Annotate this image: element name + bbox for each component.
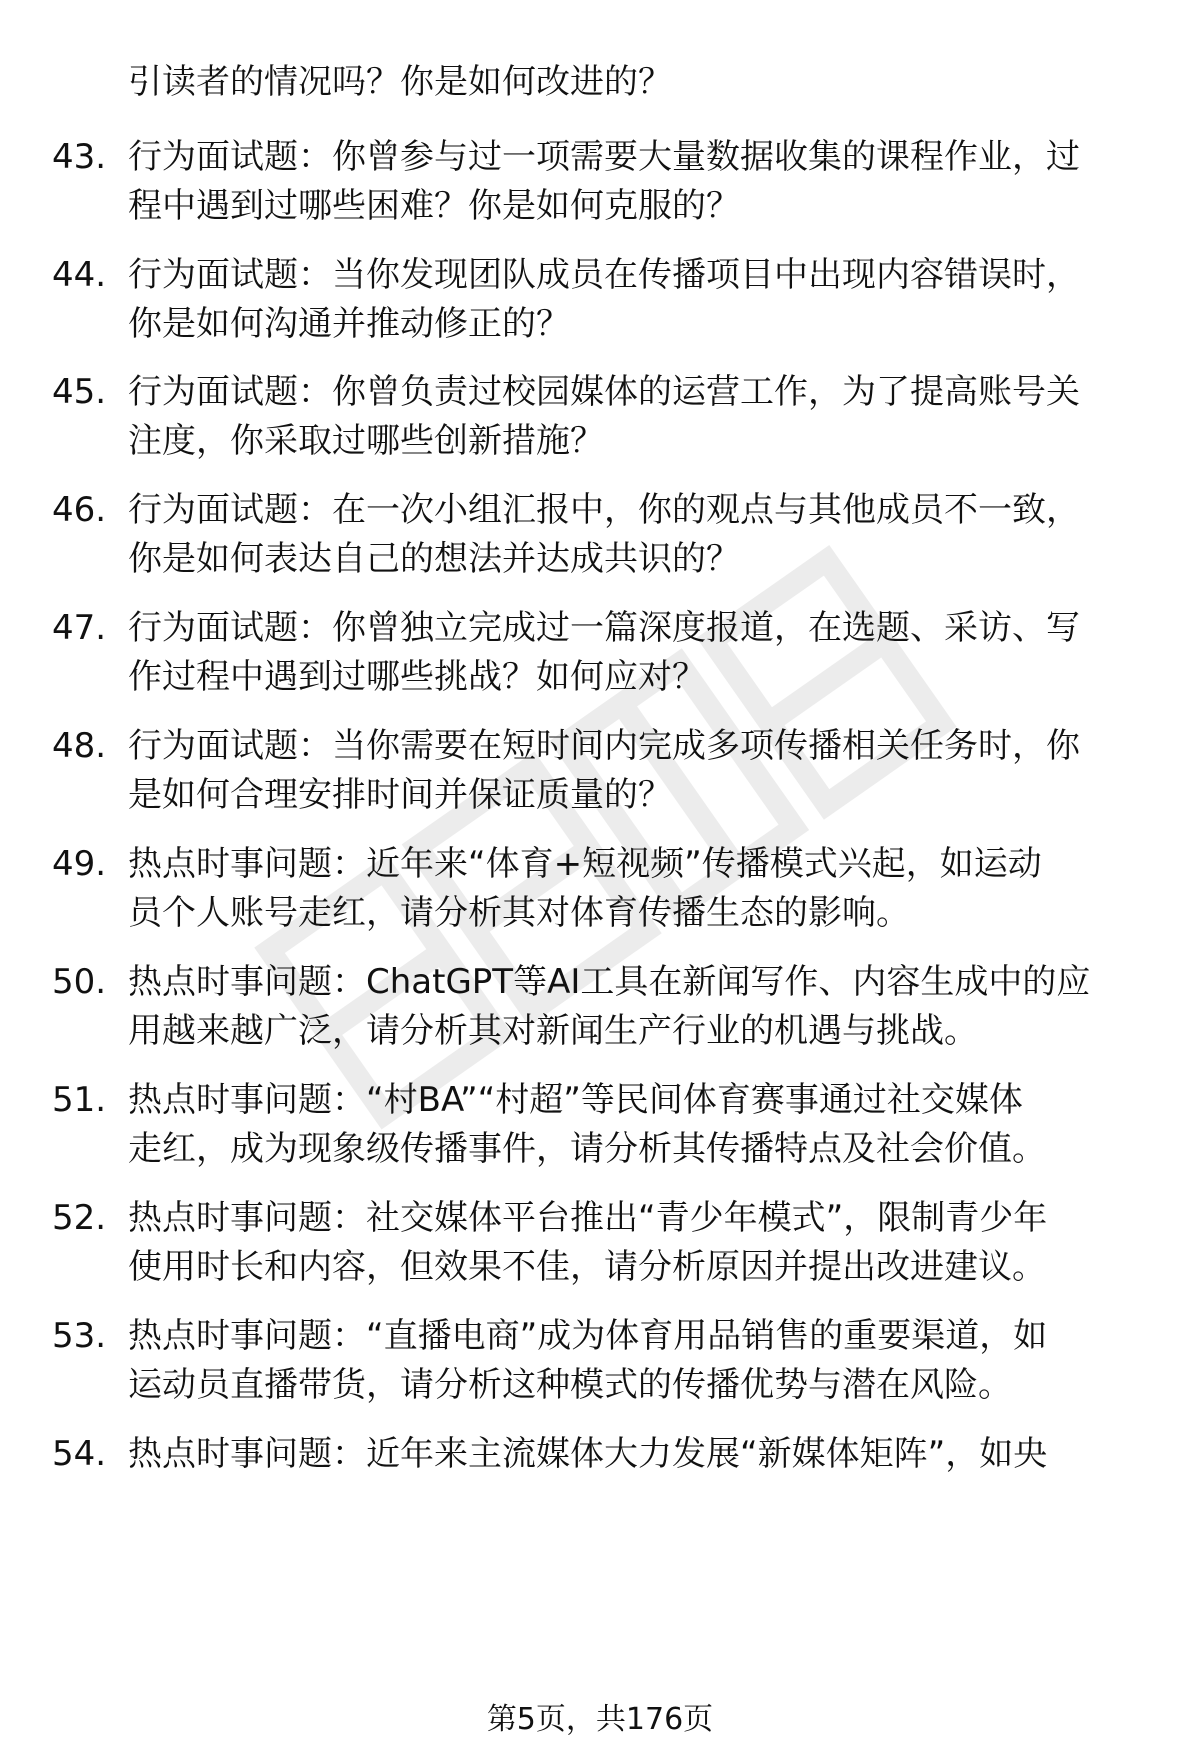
- question-item: [52, 486, 1152, 584]
- question-number: 52.: [52, 1198, 107, 1238]
- question-text-line: 引读者的情况吗？你是如何改进的？: [128, 62, 672, 102]
- question-number: 46.: [52, 490, 107, 530]
- question-text: [128, 1430, 1152, 1479]
- question-text-line: 是如何合理安排时间并保证质量的？: [128, 775, 672, 815]
- question-item: [52, 1076, 1152, 1174]
- question-text: [128, 1076, 1152, 1174]
- question-number: 53.: [52, 1316, 107, 1356]
- question-text: [128, 58, 1152, 107]
- question-text: [128, 958, 1152, 1056]
- question-text-line: 作过程中遇到过哪些挑战？如何应对？: [128, 657, 706, 697]
- question-text-line: 热点时事问题：“直播电商”成为体育用品销售的重要渠道，如: [128, 1316, 1048, 1356]
- question-text: [128, 722, 1152, 820]
- question-item: [52, 133, 1152, 231]
- question-text: [128, 1312, 1152, 1410]
- question-item: [52, 58, 1152, 107]
- page-footer: 第5页，共176页: [486, 1702, 714, 1737]
- question-text: [128, 604, 1152, 702]
- question-text-line: 员个人账号走红，请分析其对体育传播生态的影响。: [128, 893, 910, 933]
- question-number: 50.: [52, 962, 107, 1002]
- question-item: [52, 840, 1152, 938]
- question-text-line: 用越来越广泛，请分析其对新闻生产行业的机遇与挑战。: [128, 1011, 978, 1051]
- question-number: 44.: [52, 255, 107, 295]
- question-item: [52, 251, 1152, 349]
- question-text: [128, 840, 1152, 938]
- question-text-line: 运动员直播带货，请分析这种模式的传播优势与潜在风险。: [128, 1365, 1012, 1405]
- question-text-line: 行为面试题：你曾独立完成过一篇深度报道，在选题、采访、写: [128, 608, 1080, 648]
- question-text-line: 行为面试题：当你需要在短时间内完成多项传播相关任务时，你: [128, 726, 1080, 766]
- question-number: 54.: [52, 1434, 107, 1474]
- question-text-line: 热点时事问题：ChatGPT等AI工具在新闻写作、内容生成中的应: [128, 962, 1091, 1002]
- question-text-line: 行为面试题：当你发现团队成员在传播项目中出现内容错误时，: [128, 255, 1080, 295]
- question-number: 49.: [52, 844, 107, 884]
- question-text: [128, 133, 1152, 231]
- question-text-line: 热点时事问题：“村BA”“村超”等民间体育赛事通过社交媒体: [128, 1080, 1023, 1120]
- question-item: [52, 604, 1152, 702]
- question-text: [128, 368, 1152, 466]
- question-text: [128, 486, 1152, 584]
- question-text: [128, 1194, 1152, 1292]
- question-text-line: 行为面试题：你曾参与过一项需要大量数据收集的课程作业，过: [128, 137, 1080, 177]
- question-item: [52, 1312, 1152, 1410]
- question-number: 47.: [52, 608, 107, 648]
- question-text-line: 你是如何表达自己的想法并达成共识的？: [128, 539, 740, 579]
- question-item: [52, 1194, 1152, 1292]
- question-item: [52, 368, 1152, 466]
- question-item: [52, 1430, 1152, 1479]
- question-text-line: 走红，成为现象级传播事件，请分析其传播特点及社会价值。: [128, 1129, 1046, 1169]
- question-text-line: 注度，你采取过哪些创新措施？: [128, 421, 604, 461]
- question-text-line: 热点时事问题：近年来主流媒体大力发展“新媒体矩阵”，如央: [128, 1434, 1048, 1474]
- question-text-line: 程中遇到过哪些困难？你是如何克服的？: [128, 186, 740, 226]
- question-text-line: 热点时事问题：近年来“体育+短视频”传播模式兴起，如运动: [128, 844, 1042, 884]
- question-text-line: 你是如何沟通并推动修正的？: [128, 304, 570, 344]
- question-text-line: 热点时事问题：社交媒体平台推出“青少年模式”，限制青少年: [128, 1198, 1048, 1238]
- question-text-line: 行为面试题：你曾负责过校园媒体的运营工作，为了提高账号关: [128, 372, 1080, 412]
- question-item: [52, 958, 1152, 1056]
- question-number: 48.: [52, 726, 107, 766]
- question-text-line: 使用时长和内容，但效果不佳，请分析原因并提出改进建议。: [128, 1247, 1046, 1287]
- question-number: 45.: [52, 372, 107, 412]
- question-text: [128, 251, 1152, 349]
- question-number: 43.: [52, 137, 107, 177]
- question-text-line: 行为面试题：在一次小组汇报中，你的观点与其他成员不一致，: [128, 490, 1080, 530]
- question-number: 51.: [52, 1080, 107, 1120]
- question-item: [52, 722, 1152, 820]
